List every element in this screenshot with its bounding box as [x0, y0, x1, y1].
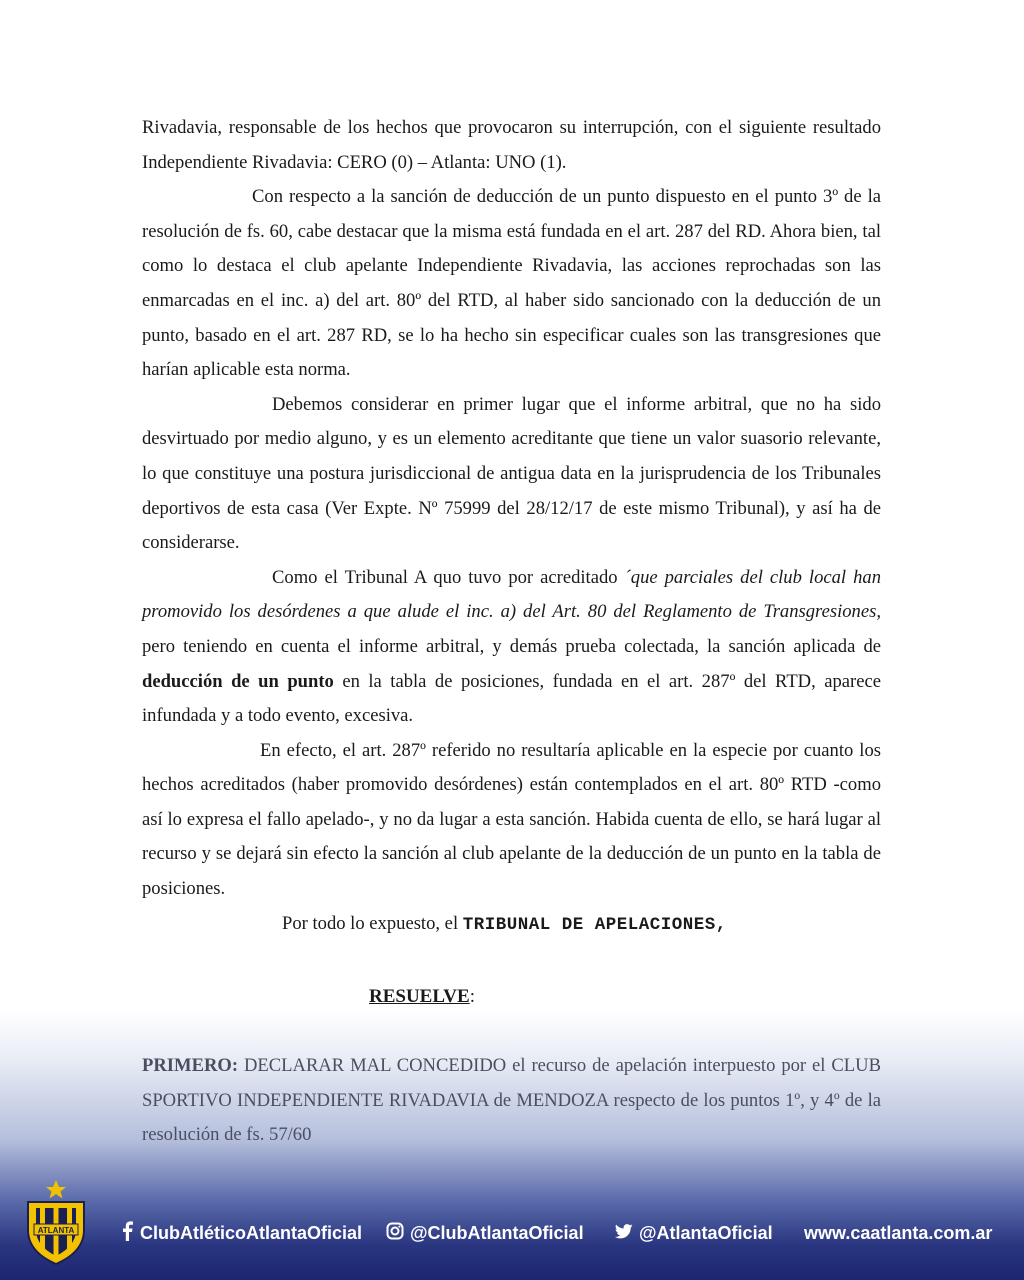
paragraph-4-text-b: pero teniendo en cuenta el informe arbitral, y demás prueba colectada, la sanción aplicada de	[142, 635, 881, 657]
primero-paragraph	[142, 1049, 881, 1153]
instagram-handle: @ClubAtlantaOficial	[410, 1222, 584, 1243]
closing-line	[142, 907, 881, 943]
website-url: www.caatlanta.com.ar	[804, 1222, 993, 1243]
facebook-icon	[120, 1221, 134, 1246]
closing-text: Por todo lo expuesto, el	[282, 912, 463, 934]
resuelve-heading	[369, 982, 475, 1012]
twitter-icon	[615, 1223, 633, 1244]
resuelve-word: RESUELVE	[369, 986, 470, 1007]
footer-bar	[0, 1170, 1024, 1280]
paragraph-4-bold: deducción de un punto	[142, 670, 334, 692]
tribunal-name: TRIBUNAL DE APELACIONES,	[462, 914, 727, 935]
paragraph-1: Rivadavia, responsable de los hechos que provocaron su interrupción, con el siguiente resultado Independiente Rivadavia: CERO (0) – Atlanta: UNO (1).	[142, 117, 881, 173]
club-crest-logo	[22, 1178, 90, 1266]
primero-label: PRIMERO:	[142, 1055, 239, 1076]
instagram-link[interactable]	[386, 1220, 584, 1246]
primero-section	[142, 1049, 881, 1153]
document-body	[142, 111, 881, 942]
facebook-link[interactable]	[120, 1220, 362, 1246]
paragraph-4	[142, 561, 881, 734]
website-link[interactable]	[804, 1220, 992, 1246]
paragraph-4-quote: ´que parciales del club local han promovido los desórdenes a que alude el inc. a) del Art. 80 del Reglamento de Transgresiones,	[142, 566, 881, 623]
paragraph-4-text-a: Como el Tribunal A quo tuvo por acreditado	[272, 566, 625, 588]
instagram-icon	[386, 1222, 404, 1245]
twitter-link[interactable]	[615, 1220, 773, 1246]
paragraph-2: Con respecto a la sanción de deducción de un punto dispuesto en el punto 3º de la resolución de fs. 60, cabe destacar que la misma está fundada en el art. 287 del RD. Ahora bien, tal como lo destaca el club apelante Independiente Rivadavia, las acciones reprochadas son las enmarcadas en el inc. a) del art. 80º del RTD, al haber sido sancionado con la deducción de un punto, basado en el art. 287 RD, se lo ha hecho sin especificar cuales son las transgresiones que harían aplicable esta norma.	[142, 186, 881, 381]
paragraph-4-text-c: en la tabla de posiciones, fundada en el art. 287º del RTD, aparece infundada y a todo evento, excesiva.	[142, 670, 881, 727]
paragraph-3: Debemos considerar en primer lugar que el informe arbitral, que no ha sido desvirtuado por medio alguno, y es un elemento acreditante que tiene un valor suasorio relevante, lo que constituye una postura jurisdiccional de antigua data en la jurisprudencia de los Tribunales deportivos de esta casa (Ver Expte. Nº 75999 del 28/12/17 de este mismo Tribunal), y así ha de considerarse.	[142, 393, 881, 554]
svg-text:ATLANTA: ATLANTA	[37, 1226, 75, 1235]
twitter-handle: @AtlantaOficial	[639, 1222, 773, 1243]
facebook-handle: ClubAtléticoAtlantaOficial	[140, 1222, 363, 1243]
paragraph-5: En efecto, el art. 287º referido no resultaría aplicable en la especie por cuanto los hechos acreditados (haber promovido desórdenes) están contemplados en el art. 80º RTD -como así lo expresa el fallo apelado-, y no da lugar a esta sanción. Habida cuenta de ello, se hará lugar al recurso y se dejará sin efecto la sanción al club apelante de la deducción de un punto en la tabla de posiciones.	[142, 739, 881, 900]
resuelve-colon: :	[469, 986, 475, 1007]
primero-text: DECLARAR MAL CONCEDIDO el recurso de apelación interpuesto por el CLUB SPORTIVO INDEPENDIENTE RIVADAVIA de MENDOZA respecto de los puntos 1º, y 4º de la resolución de fs. 57/60	[142, 1055, 881, 1146]
